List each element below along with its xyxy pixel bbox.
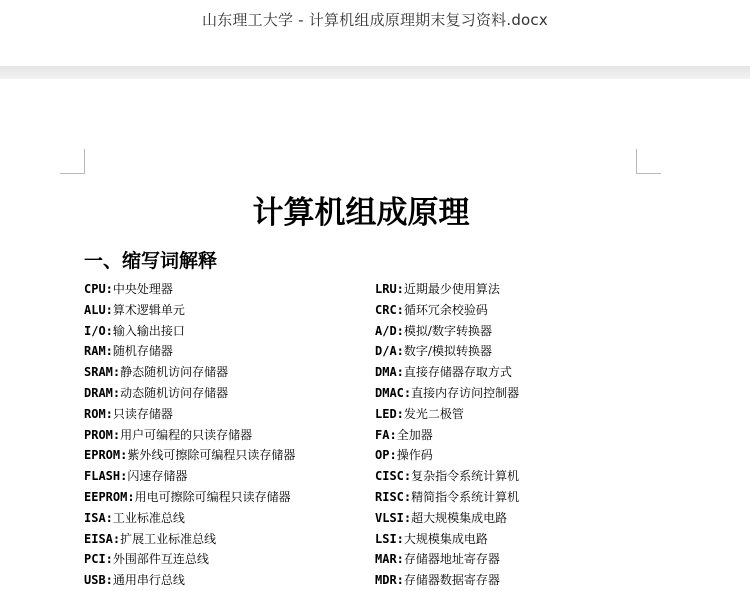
document-page [0, 79, 750, 590]
term-item [375, 487, 519, 508]
section-heading: 一、缩写词解释 [84, 250, 218, 272]
term-item [84, 321, 295, 342]
term-item [375, 570, 519, 591]
term-abbreviation: FLASH: [84, 469, 128, 484]
term-abbreviation: VLSI: [375, 510, 412, 525]
term-item [375, 300, 519, 321]
term-abbreviation: MDR: [375, 573, 404, 588]
term-abbreviation: USB: [84, 573, 113, 588]
term-definition: 用电可擦除可编程只读存储器 [134, 489, 291, 504]
term-definition: 模拟/数字转换器 [403, 323, 492, 338]
term-abbreviation: DMA: [375, 365, 404, 380]
term-item [375, 425, 519, 446]
term-abbreviation: I/O: [84, 323, 113, 338]
term-definition: 循环冗余校验码 [403, 302, 488, 317]
toolbar-divider [0, 66, 750, 79]
term-item [84, 383, 295, 404]
term-definition: 存储器地址寄存器 [403, 552, 500, 567]
term-abbreviation: CISC: [375, 469, 412, 484]
term-definition: 直接存储器存取方式 [403, 365, 512, 380]
term-abbreviation: CRC: [375, 302, 404, 317]
term-definition: 全加器 [396, 427, 433, 442]
term-abbreviation: CPU: [84, 282, 113, 296]
term-item [375, 508, 519, 529]
term-definition: 外围部件互连总线 [112, 552, 209, 567]
term-abbreviation: D/A: [375, 344, 404, 359]
term-definition: 复杂指令系统计算机 [411, 469, 520, 484]
term-definition: 操作码 [396, 448, 433, 463]
term-abbreviation: ISA: [84, 510, 113, 525]
term-item [84, 404, 295, 425]
term-item [375, 466, 519, 487]
term-abbreviation: LRU: [375, 282, 404, 296]
term-abbreviation: LED: [375, 406, 404, 421]
term-definition: 用户可编程的只读存储器 [120, 427, 253, 442]
term-definition: 发光二极管 [403, 406, 464, 421]
term-definition: 存储器数据寄存器 [403, 573, 500, 588]
document-filename: 山东理工大学 - 计算机组成原理期末复习资料.docx [202, 11, 548, 29]
term-abbreviation: ROM: [84, 406, 113, 421]
term-definition: 紫外线可擦除可编程只读存储器 [127, 448, 296, 463]
term-item [375, 383, 519, 404]
term-item [84, 341, 295, 362]
term-abbreviation: RAM: [84, 344, 113, 359]
term-abbreviation: DMAC: [375, 385, 412, 400]
term-definition: 近期最少使用算法 [403, 282, 500, 296]
term-abbreviation: EISA: [84, 531, 121, 546]
terms-column-left [84, 279, 295, 591]
term-definition: 数字/模拟转换器 [403, 344, 492, 359]
term-item [375, 321, 519, 342]
term-abbreviation: FA: [375, 427, 397, 442]
term-abbreviation: OP: [375, 448, 397, 463]
term-item [84, 570, 295, 591]
term-item [84, 466, 295, 487]
term-definition: 直接内存访问控制器 [411, 385, 520, 400]
term-item [375, 549, 519, 570]
term-abbreviation: SRAM: [84, 365, 121, 380]
term-abbreviation: ALU: [84, 302, 113, 317]
term-definition: 通用串行总线 [112, 573, 185, 588]
term-item [84, 279, 295, 300]
margin-mark-right [636, 149, 661, 174]
term-item [375, 341, 519, 362]
term-definition: 闪速存储器 [127, 469, 188, 484]
term-item [84, 487, 295, 508]
term-definition: 算术逻辑单元 [112, 302, 185, 317]
term-item [375, 404, 519, 425]
term-item [84, 425, 295, 446]
term-definition: 只读存储器 [112, 406, 173, 421]
title-bar [0, 0, 750, 66]
term-abbreviation: RISC: [375, 489, 412, 504]
terms-column-right [375, 279, 519, 591]
term-abbreviation: EPROM: [84, 448, 128, 463]
term-definition: 随机存储器 [112, 344, 173, 359]
term-item [84, 529, 295, 550]
term-definition: 输入输出接口 [112, 323, 185, 338]
term-definition: 动态随机访问存储器 [120, 385, 229, 400]
term-item [375, 362, 519, 383]
term-abbreviation: PCI: [84, 552, 113, 567]
term-abbreviation: LSI: [375, 531, 404, 546]
term-definition: 扩展工业标准总线 [120, 531, 217, 546]
term-item [84, 508, 295, 529]
margin-mark-left [60, 149, 85, 174]
term-abbreviation: DRAM: [84, 385, 121, 400]
term-definition: 超大规模集成电路 [411, 510, 508, 525]
term-abbreviation: PROM: [84, 427, 121, 442]
term-item [375, 529, 519, 550]
term-definition: 大规模集成电路 [403, 531, 488, 546]
term-definition: 静态随机访问存储器 [120, 365, 229, 380]
term-definition: 精简指令系统计算机 [411, 489, 520, 504]
term-abbreviation: EEPROM: [84, 489, 135, 504]
term-abbreviation: A/D: [375, 323, 404, 338]
term-abbreviation: MAR: [375, 552, 404, 567]
term-item [375, 445, 519, 466]
term-item [84, 549, 295, 570]
term-definition: 中央处理器 [112, 282, 173, 296]
term-item [84, 300, 295, 321]
term-item [375, 279, 519, 300]
term-definition: 工业标准总线 [112, 510, 185, 525]
term-item [84, 445, 295, 466]
document-heading: 计算机组成原理 [252, 195, 470, 231]
term-item [84, 362, 295, 383]
